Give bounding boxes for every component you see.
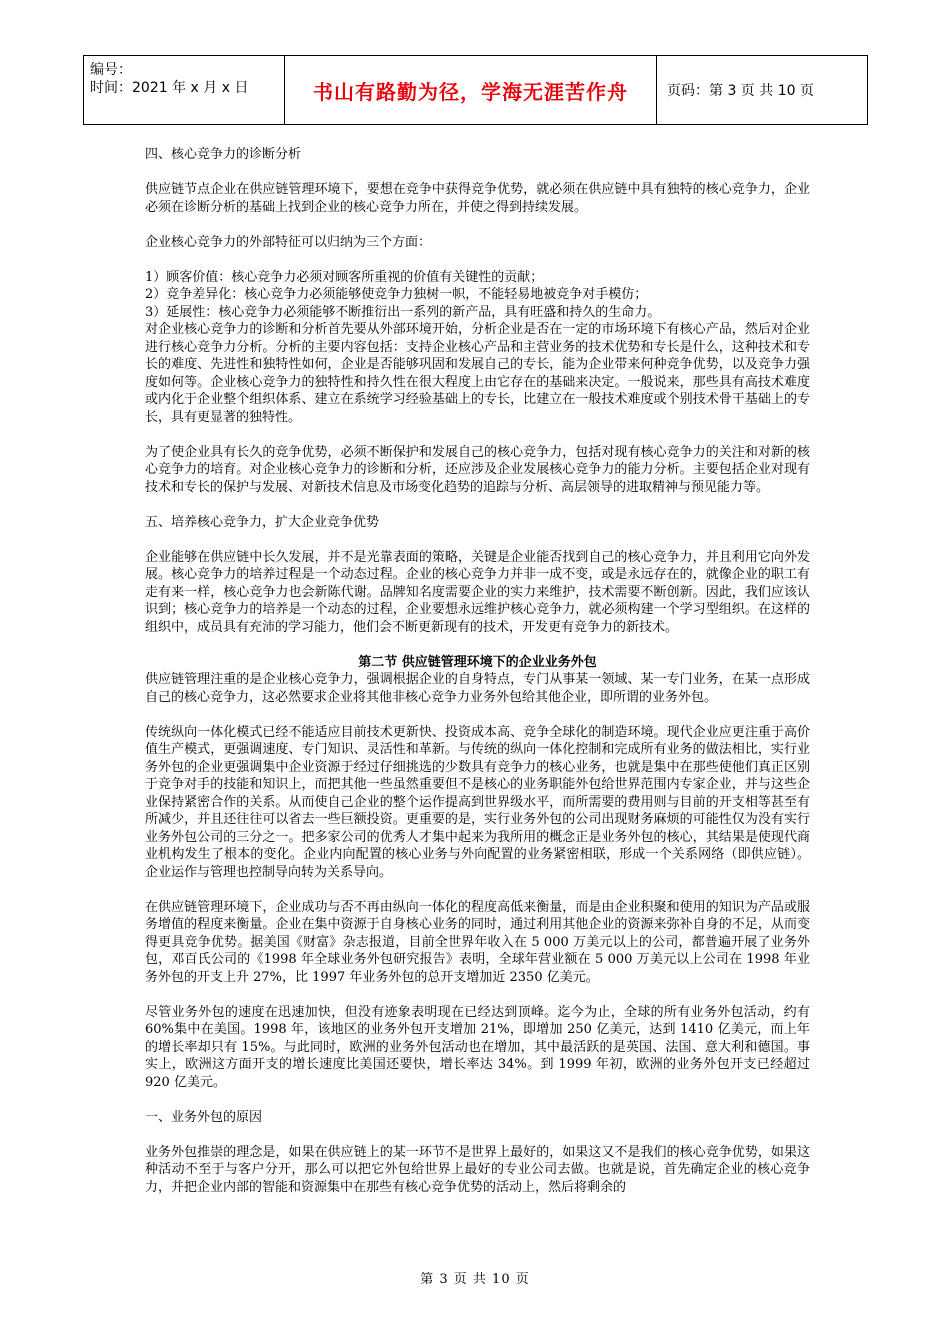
paragraph-gap — [145, 986, 810, 1004]
paragraph: 一、业务外包的原因 — [145, 1109, 263, 1125]
paragraph: 传统纵向一体化模式已经不能适应目前技术更新快、投资成本高、竞争全球化的制造环境。现代企业应更注重于高价值生产模式，更强调速度、专门知识、灵活性和革新。与传统的纵向一体化控制和完成所有业务的做法相比，实行业务外包的企业更强调集中企业资源于经过仔细挑选的少数具有竞争力的核心业务，也就是集中在那些使他们真正区别于竞争对手的技能和知识上，而把其他一些虽然重要但不是核心的业务职能外包给世界范围内专家企业，并与这些企业保持紧密合作的关系。从而使自己企业的整个运作提高到世界级水平，而所需要的费用则与目前的开支相等甚至有所减少，并且还往往可以省去一些巨额投资。更重要的是，实行业务外包的公司出现财务麻烦的可能性仅为没有实行业务外包公司的三分之一。把多家公司的优秀人才集中起来为我所用的概念正是业务外包的核心，其结果是使现代商业机构发生了根本的变化。企业内向配置的核心业务与外向配置的业务紧密相联，形成一个关系网络（即供应链）。企业运作与管理也控制导向转为关系导向。 — [145, 724, 810, 880]
paragraph-gap — [145, 706, 810, 724]
paragraph: 对企业核心竞争力的诊断和分析首先要从外部环境开始，分析企业是否在一定的市场环境下有核心产品，然后对企业进行核心竞争力分析。分析的主要内容包括：支持企业核心产品和主营业务的技术优势和专长是什么，这种技术和专长的难度、先进性和独特性如何，企业是否能够巩固和发展自己的专长，能为企业带来何种竞争优势，以及竞争力强度如何等。企业核心竞争力的独特性和持久性在很大程度上由它存在的基础来决定。一般说来，那些具有高技术难度或内化于企业整个组织体系、建立在系统学习经验基础上的专长，比建立在一般技术难度或个别技术骨干基础上的专长，具有更显著的独特性。 — [145, 322, 810, 425]
paragraph-gap — [145, 426, 810, 444]
paragraph: 五、培养核心竞争力，扩大企业竞争优势 — [145, 514, 380, 530]
paragraph: 企业核心竞争力的外部特征可以归纳为三个方面： — [145, 234, 432, 250]
paragraph: 企业能够在供应链中长久发展，并不是光靠表面的策略，关键是企业能否找到自己的核心竞争力，并且利用它向外发展。核心竞争力的培养过程是一个动态过程。企业的核心竞争力并非一成不变，或是永远存在的，就像企业的职工有走有来一样，核心竞争力也会新陈代谢。品牌知名度需要企业的实力来维护，技术需要不断创新。因此，我们应该认识到；核心竞争力的培养是一个动态的过程，企业要想永远维护核心竞争力，就必须构建一个学习型组织。在这样的组织中，成员具有充沛的学习能力，他们会不断更新现有的技术，开发更有竞争力的新技术。 — [145, 549, 810, 635]
paragraph: 2）竞争差异化：核心竞争力必须能够使竞争力独树一帜，不能轻易地被竞争对手模仿； — [145, 287, 648, 302]
paragraph: 尽管业务外包的速度在迅速加快，但没有迹象表明现在已经达到顶峰。迄今为止，全球的所有业务外包活动，约有 60%集中在美国。1998 年，该地区的业务外包开支增加 21%，即增加 250 亿美元，达到 1410 亿美元，而上年的增长率却只有 15%。与此同时，欧洲的业务外包活动也在增加，其中最活跃的是英国、法国、意大利和德国。事实上，欧洲这方面开支的增长速度比美国还要快，增长率达 34%。到 1999 年初，欧洲的业务外包开支已经超过 920 亿美元。 — [145, 1004, 810, 1090]
paragraph: 在供应链管理环境下，企业成功与否不再由纵向一体化的程度高低来衡量，而是由企业积聚和使用的知识为产品或服务增值的程度来衡量。企业在集中资源于自身核心业务的同时，通过利用其他企业的资源来弥补自身的不足，从而变得更具竞争优势。据美国《财富》杂志报道，目前全世界年收入在 5 000 万美元以上的公司，都普遍开展了业务外包，邓百氏公司的《1998 年全球业务外包研究报告》表明，全球年营业额在 5 000 万美元以上公司在 1998 年业务外包的开支上升 27%，比 1997 年业务外包的总开支增加近 2350 亿美元。 — [145, 899, 810, 985]
paragraph-gap — [145, 164, 810, 182]
paragraph: 为了使企业具有长久的竞争优势，必须不断保护和发展自己的核心竞争力，包括对现有核心竞争力的关注和对新的核心竞争力的培育。对企业核心竞争力的诊断和分析，还应涉及企业发展核心竞争力的能力分析。主要包括企业对现有技术和专长的保护与发展、对新技术信息及市场变化趋势的追踪与分析、高层领导的进取精神与预见能力等。 — [145, 444, 810, 495]
paragraph-gap — [145, 881, 810, 899]
paragraph: 3）延展性：核心竞争力必须能够不断推衍出一系列的新产品，具有旺盛和持久的生命力。 — [145, 304, 661, 320]
header-motto: 书山有路勤为径，学海无涯苦作舟 — [285, 56, 657, 124]
paragraph-gap — [145, 496, 810, 514]
paragraph: 四、核心竞争力的诊断分析 — [145, 147, 302, 162]
paragraph-gap — [145, 636, 810, 654]
section-title: 第二节 供应链管理环境下的企业业务外包 — [358, 654, 597, 670]
header-page-info: 页码：第 3 页 共 10 页 — [667, 83, 814, 99]
paragraph: 供应链管理注重的是企业核心竞争力，强调根据企业的自身特点，专门从事某一领域、某一专门业务，在某一点形成自己的核心竞争力，这必然要求企业将其他非核心竞争力业务外包给其他企业，即所谓的业务外包。 — [145, 672, 810, 705]
document-date: 时间：2021 年 x 月 x 日 — [90, 80, 249, 96]
document-body — [145, 146, 810, 1196]
header-meta — [84, 56, 285, 124]
paragraph-gap — [145, 1126, 810, 1144]
page-header — [83, 55, 868, 125]
paragraph-gap — [145, 216, 810, 234]
document-number: 编号： — [90, 62, 132, 78]
paragraph: 业务外包推崇的理念是，如果在供应链上的某一环节不是世界上最好的，如果这又不是我们的核心竞争优势，如果这种活动不至于与客户分开，那么可以把它外包给世界上最好的专业公司去做。也就是说，首先确定企业的核心竞争力，并把企业内部的智能和资源集中在那些有核心竞争优势的活动上，然后将剩余的 — [145, 1144, 810, 1195]
page-footer: 第 3 页 共 10 页 — [420, 1272, 530, 1287]
paragraph-gap — [145, 251, 810, 269]
paragraph-gap — [145, 531, 810, 549]
paragraph: 供应链节点企业在供应链管理环境下，要想在竞争中获得竞争优势，就必须在供应链中具有独特的核心竞争力，企业必须在诊断分析的基础上找到企业的核心竞争力所在，并使之得到持续发展。 — [145, 182, 810, 215]
paragraph: 1）顾客价值：核心竞争力必须对顾客所重视的价值有关键性的贡献； — [145, 269, 544, 285]
paragraph-gap — [145, 1091, 810, 1109]
